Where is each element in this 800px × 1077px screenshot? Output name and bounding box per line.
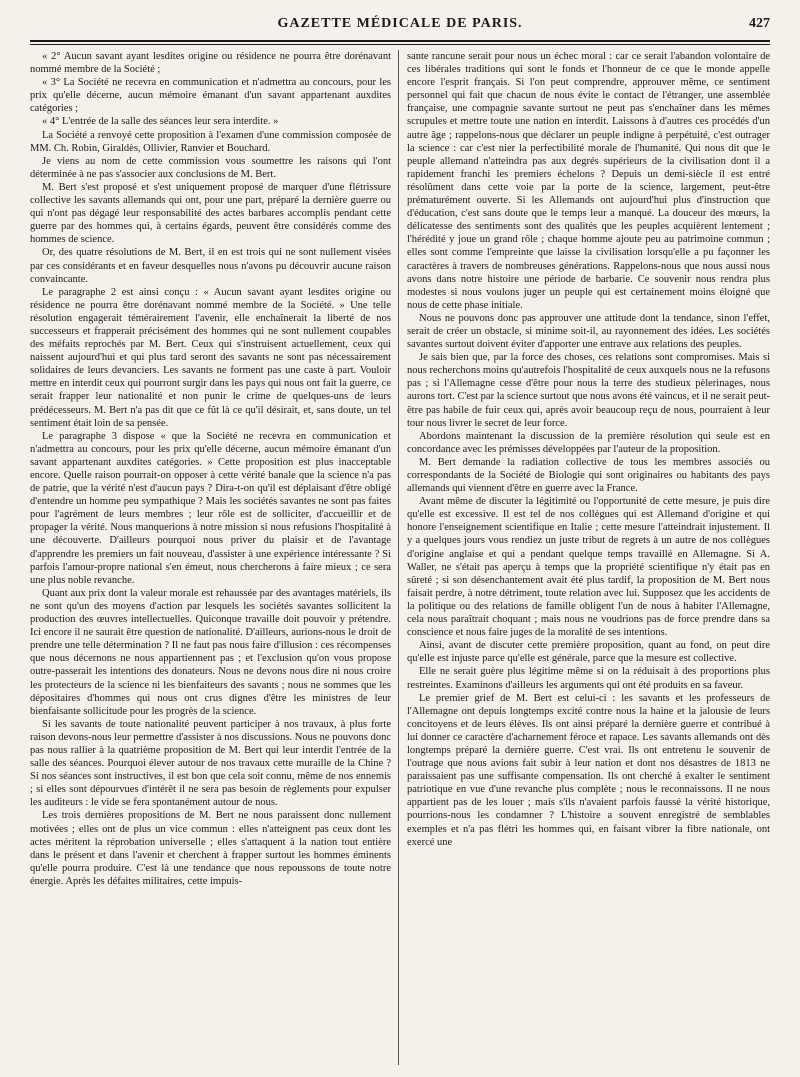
paragraph: Le premier grief de M. Bert est celui-ci : les savants et les professeurs de l'Allemagne ont depuis longtemps excité contre nous la haine et la jalousie de leurs concitoyens et de leurs élèves. Ils ont ainsi préparé la dernière guerre et contribué à lui donner ce caractère d'acharnement féroce et rapace. Les savants allemands ont dès longtemps préparé la dernière guerre. C'est vrai. Ils ont entretenu le souvenir de l'outrage que nous avions fait subir à leur nation et dont nos désastres de 1813 ne paraissaient pas une suffisante compensation. Ils ont cherché à exalter le sentiment patriotique en vue d'une revanche plus complète ; nous le reconnaissons. Il ne nous appartient pas de les louer ; mais s'ils n'avaient parfois faussé la vérité historique, pourrions-nous les condamner ? L'histoire a souvent enregistré de semblables exemples et n'a pas flétri les hommes qui, en faisant vibrer la fibre nationale, ont exercé une: [407, 692, 770, 848]
paragraph: Je viens au nom de cette commission vous soumettre les raisons qui l'ont déterminée à ne pas s'associer aux conclusions de M. Bert.: [30, 155, 391, 180]
paragraph: Abordons maintenant la discussion de la première résolution qui seule est en concordance avec les prémisses développées par l'auteur de la proposition.: [407, 430, 770, 455]
right-column: [407, 50, 770, 1065]
header-rule: [30, 40, 770, 42]
paragraph: Or, des quatre résolutions de M. Bert, il en est trois qui ne sont nullement visées par ces considérants et en faveur desquelles nous n'avons pu découvrir aucune raison convaincante.: [30, 247, 391, 285]
paragraph: M. Bert demande la radiation collective de tous les membres associés ou correspondants de la Société de Biologie qui sont originaires ou habitants des pays allemands qui viennent d'être en guerre avec la France.: [407, 456, 770, 495]
paragraph: Nous ne pouvons donc pas approuver une attitude dont la tendance, sinon l'effet, serait de créer un obstacle, si minime soit-il, au rayonnement des idées. Les sociétés savantes surtout doivent éviter d'apporter une entrave aux relations des peuples.: [407, 312, 770, 351]
paragraph: Avant même de discuter la légitimité ou l'opportunité de cette mesure, je puis dire qu'elle est excessive. Il est tel de nos collègues qui est Allemand d'origine et qui honore l'enseignement scientifique en Italie ; cette mesure l'atteindrait injustement. Il y a quelques jours vous rendiez un juste tribut de regrets à un autre de nos collègues d'origine anglaise et qui a pendant quelque temps travaillé en Allemagne. Si A. Waller, ne s'était pas aperçu à temps que la propriété scientifique n'y était pas en sûreté ; si son désenchantement avait été plus tardif, la proposition de M. Bert nous faisait perdre, à notre détriment, toute relation avec lui. Supposez que les accidents de la politique ou des relations de famille obligent l'un de nous à habiter l'Allemagne, cela nous paraîtrait choquant ; mais nous ne voudrions pas de force prendre dans sa conscience et nous faire juges de la moralité de ses intentions.: [407, 496, 770, 639]
paragraph: Quant aux prix dont la valeur morale est rehaussée par des avantages matériels, ils ne sont qu'un des moyens d'action par lesquels les sociétés savantes sollicitent la production des œuvres intellectuelles. Quiconque travaille doit pouvoir y prétendre. Ici encore il ne saurait être question de nationalité. D'ailleurs, aurions-nous le droit de prendre une telle détermination ? Il ne faut pas nous faire d'illusion : ces récompenses que nous décernons ne nous appartiennent pas ; et l'exclusion qu'on vous propose outre-passerait les intentions des donateurs. Nous ne devons nous dire ni nous croire les protecteurs de la science ni les bienfaiteurs des savants ; nous ne sommes que les dépositaires d'hommes qui nous ont crus dignes d'être les ministres de leur bienfaisante sollicitude pour les progrès de la science.: [30, 587, 391, 717]
paragraph: « 3° La Société ne recevra en communication et n'admettra au concours, pour les prix qu'elle décerne, aucun mémoire émanant d'un savant appartenant auxdites catégories ;: [30, 77, 391, 115]
paragraph: M. Bert s'est proposé et s'est uniquement proposé de marquer d'une flétrissure collective les savants allemands qui ont, pour une part, préparé la dernière guerre ou qui n'ont pas dégagé leur responsabilité des actes barbares accomplis pendant cette guerre par des hommes qui, à certains égards, peuvent être considérés comme des hommes de science.: [30, 181, 391, 246]
paragraph: Ainsi, avant de discuter cette première proposition, quant au fond, on peut dire qu'elle est injuste parce qu'elle est générale, parce que la mesure est collective.: [407, 640, 770, 665]
paragraph: « 4° L'entrée de la salle des séances leur sera interdite. »: [42, 116, 279, 128]
left-column: [30, 50, 391, 1065]
paragraph: Le paragraphe 2 est ainsi conçu : « Aucun savant ayant lesdites origine ou résidence ne pourra être dorénavant nommé membre de la Société. » Une telle résolution engagerait témérairement l'avenir, elle enchaînerait la liberté de nos successeurs et frapperait précisément des hommes qui ne sont nullement coupables des méfaits reprochés par M. Bert. Ceux qui s'instruisent actuellement, ceux qui naissent aujourd'hui et qui plus tard seront des savants ne sont pas nécessairement solidaires de leurs devanciers. Les savants ne forment pas une caste à part. Vouloir mettre en interdit ceux qui pourront surgir dans les pays qui nous ont fait la guerre, ce serait frapper leur nationalité et non punir le crime de quelques-uns de leurs prédécesseurs. M. Bert n'a pas dit que ce fût là ce qu'il désirait, et, sans doute, un tel sentiment était loin de sa pensée.: [30, 286, 391, 429]
paragraph: sante rancune serait pour nous un échec moral : car ce serait l'abandon volontaire de ces libérales traditions qui sont le fonds et l'honneur de ce que le monde appelle encore l'esprit français. Si l'on peut comprendre, approuver même, ce sentiment personnel qui fait que chacun de nous évite le contact de l'étranger, une assemblée française, une compagnie savante surtout ne peut pas s'enchaîner dans les mêmes scrupules et mettre toute une nation en interdit. Laissons à d'autres ces procédés d'un autre âge ; rappelons-nous que déclarer un peuple indigne à perpétuité, c'est outrager la science : car c'est nier la perfectibilité morale de l'humanité. Qui nous dit que le peuple allemand n'atteindra pas aux degrés supérieurs de la civilisation dont il a rapidement franchi les premiers échelons ? Depuis un demi-siècle il est entré résolûment dans cette voie par la porte de la science, largement, peut-être prématurément ouverte. Si les Allemands ont aujourd'hui plus d'instruction que d'éducation, c'est sans doute que le temps leur a manqué. La douceur des mœurs, la délicatesse des sentiments sont des qualités que les peuples acquièrent lentement ; l'hérédité y joue un grand rôle ; chaque homme ajoute peu au patrimoine commun ; elles sont comme l'empreinte que laisse la civilisation lorsqu'elle a pu façonner les caractères à travers de nombreuses générations. Rappelons-nous que nous aussi nous avons dans notre histoire une période de barbarie. Ce souvenir nous rendra plus modestes si nous voulons juger un peuple qui est certainement moins éloigné que nous de cette phase initiale.: [407, 51, 770, 311]
paragraph: « 2° Aucun savant ayant lesdites origine ou résidence ne pourra être dorénavant nommé membre de la Société ;: [30, 51, 391, 76]
page-header: [30, 16, 770, 38]
paragraph: Les trois dernières propositions de M. Bert ne nous paraissent donc nullement motivées ; elles ont de plus un vice commun : elles n'atteignent pas ceux dont les actes méritent la réprobation universelle ; elles s'attaquent à la nation tout entière dans le présent et dans l'avenir et cherchent à frapper surtout les hommes éminents qu'elle pourra produire. C'est là une tendance que nous repoussons de toute notre énergie. Après les défaites militaires, cette impuis-: [30, 810, 391, 887]
paragraph: Elle ne serait guère plus légitime même si on la réduisait à des proportions plus restreintes. Examinons d'ailleurs les arguments qui ont été produits en sa faveur.: [407, 666, 770, 691]
page-number: 427: [749, 16, 770, 31]
journal-title: GAZETTE MÉDICALE DE PARIS.: [277, 16, 523, 31]
paragraph: Si les savants de toute nationalité peuvent participer à nos travaux, à plus forte raison devons-nous leur permettre d'assister à nos discussions. Nous ne pouvons donc pas nous rallier à la quatrième proposition de M. Bert qui leur interdit l'entrée de la salle des séances. Pourquoi élever autour de nos travaux cette muraille de la Chine ? Si nos séances sont instructives, il est bon que cela soit connu, même de nos ennemis ; si elles sont dépourvues d'intérêt il ne sera pas besoin de règlements pour expulser les auditeurs : le vide se fera spontanément autour de nous.: [30, 718, 391, 809]
paragraph: Je sais bien que, par la force des choses, ces relations sont compromises. Mais si nous recherchons moins qu'autrefois l'hospitalité de ceux auxquels nous ne la refusons pas ; si l'Allemagne cesse d'être pour nous la terre des studieux pèlerinages, nous aurons tort. C'est par la science surtout que nous avons été vaincus, et il ne serait peut-être pas habile de fuir ceux qui, après avoir beaucoup reçu de nous, pourraient à leur tour nous livrer le secret de leur force.: [407, 352, 770, 429]
header-rule-thin: [30, 44, 770, 45]
column-divider: [398, 50, 399, 1065]
paragraph: Le paragraphe 3 dispose « que la Société ne recevra en communication et n'admettra au concours, pour les prix qu'elle décerne, aucun mémoire émanant d'un savant appartenant auxdites catégories. » Cette proposition est plus inacceptable encore. Quelle raison pourrait-on opposer à cette vérité banale que la science n'a pas de patrie, que la vérité n'est d'aucun pays ? Dira-t-on qu'il est déplaisant d'être obligé d'entendre un homme peu sympathique ? Mais les sociétés savantes ne sont pas faites pour l'agrément de leurs membres ; leur rôle est de solliciter, d'accueillir et de propager la vérité. Nous manquerions à notre mission si nous refusions l'hospitalité à une découverte. D'ailleurs pourquoi nous priver du plaisir et de l'avantage d'apprendre les premiers un fait nouveau, d'assister à une expérience intéressante ? Si parfois l'amour-propre national s'en émeut, nous chercherons à faire mieux ; ce sera une plus noble revanche.: [30, 430, 391, 586]
paragraph: La Société a renvoyé cette proposition à l'examen d'une commission composée de MM. Ch. Robin, Giraldès, Ollivier, Ranvier et Bouchard.: [30, 129, 391, 154]
